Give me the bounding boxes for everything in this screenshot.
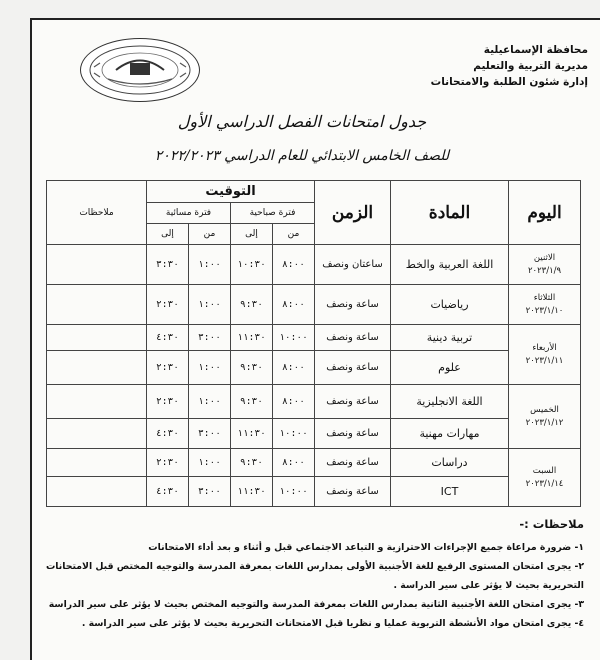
subject-cell: اللغة الانجليزية <box>391 385 509 419</box>
morning-to-cell: ٩:٣٠ <box>231 385 273 419</box>
subject-cell: ICT <box>391 477 509 507</box>
duration-cell: ساعتان ونصف <box>315 245 391 285</box>
exam-schedule-table <box>46 180 581 507</box>
table-row <box>47 285 581 325</box>
header-morning: فترة صباحية <box>231 203 315 224</box>
evening-to-cell: ٢:٣٠ <box>147 351 189 385</box>
day-cell: السبت ٢٠٢٣/١/١٤ <box>509 449 581 507</box>
morning-to-cell: ٩:٣٠ <box>231 285 273 325</box>
notes-cell <box>47 449 147 477</box>
morning-to-cell: ٩:٣٠ <box>231 351 273 385</box>
evening-to-cell: ٤:٣٠ <box>147 477 189 507</box>
morning-from-cell: ٨:٠٠ <box>273 449 315 477</box>
notes-cell <box>47 477 147 507</box>
duration-cell: ساعة ونصف <box>315 419 391 449</box>
list-item: التحريرية بحيث لا يؤثر على سير الدراسة . <box>393 580 584 591</box>
ministry-emblem-icon <box>80 38 200 102</box>
evening-from-cell: ٣:٠٠ <box>189 477 231 507</box>
schedule-subtitle: للصف الخامس الابتدائي للعام الدراسي ٢٠٢٢/٢٠٢٣ <box>154 148 450 164</box>
header-evening-from: من <box>189 224 231 245</box>
subject-cell: تربية دينية <box>391 325 509 351</box>
organization-header <box>388 42 588 90</box>
header-subject: المادة <box>391 181 509 245</box>
evening-to-cell: ٣:٣٠ <box>147 245 189 285</box>
morning-from-cell: ٨:٠٠ <box>273 245 315 285</box>
subject-cell: مهارات مهنية <box>391 419 509 449</box>
evening-to-cell: ٢:٣٠ <box>147 449 189 477</box>
header-morning-to: إلى <box>231 224 273 245</box>
day-cell: الاثنين ٢٠٢٣/١/٩ <box>509 245 581 285</box>
evening-from-cell: ١:٠٠ <box>189 285 231 325</box>
table-row <box>47 325 581 351</box>
header-evening-to: إلى <box>147 224 189 245</box>
table-row <box>47 477 581 507</box>
list-item: ٣- يجرى امتحان اللغة الأجنبية الثانية بمدارس اللغات بمعرفة المدرسة والتوجيه المختص بحيث لا يؤثر على سير الدراسة <box>48 599 584 610</box>
day-cell: الثلاثاء ٢٠٢٣/١/١٠ <box>509 285 581 325</box>
morning-from-cell: ١٠:٠٠ <box>273 325 315 351</box>
notes-cell <box>47 245 147 285</box>
duration-cell: ساعة ونصف <box>315 477 391 507</box>
table-row <box>47 351 581 385</box>
duration-cell: ساعة ونصف <box>315 285 391 325</box>
list-item: ١- ضرورة مراعاة جميع الإجراءات الاحترازية و التباعد الاجتماعي قبل و أثناء و بعد أداء الامتحانات <box>148 542 584 553</box>
duration-cell: ساعة ونصف <box>315 449 391 477</box>
notes-cell <box>47 325 147 351</box>
table-row <box>47 385 581 419</box>
org-department: إدارة شئون الطلبة والامتحانات <box>430 76 588 88</box>
morning-to-cell: ١١:٣٠ <box>231 419 273 449</box>
table-row <box>47 419 581 449</box>
evening-from-cell: ١:٠٠ <box>189 245 231 285</box>
subject-cell: اللغة العربية والخط <box>391 245 509 285</box>
subject-cell: علوم <box>391 351 509 385</box>
subject-cell: دراسات <box>391 449 509 477</box>
evening-to-cell: ٤:٣٠ <box>147 419 189 449</box>
morning-from-cell: ١٠:٠٠ <box>273 477 315 507</box>
notes-list <box>34 538 584 633</box>
morning-from-cell: ٨:٠٠ <box>273 351 315 385</box>
day-cell: الأربعاء ٢٠٢٣/١/١١ <box>509 325 581 385</box>
morning-to-cell: ١١:٣٠ <box>231 477 273 507</box>
notes-cell <box>47 385 147 419</box>
table-row <box>47 245 581 285</box>
evening-from-cell: ١:٠٠ <box>189 351 231 385</box>
notes-heading: ملاحظات :- <box>519 517 584 531</box>
evening-from-cell: ٣:٠٠ <box>189 325 231 351</box>
morning-from-cell: ٨:٠٠ <box>273 285 315 325</box>
day-cell: الخميس ٢٠٢٣/١/١٢ <box>509 385 581 449</box>
notes-cell <box>47 419 147 449</box>
evening-from-cell: ١:٠٠ <box>189 385 231 419</box>
org-directorate: مديرية التربية والتعليم <box>473 60 588 72</box>
evening-to-cell: ٤:٣٠ <box>147 325 189 351</box>
header-timing: التوقيت <box>147 181 315 203</box>
evening-from-cell: ٣:٠٠ <box>189 419 231 449</box>
evening-to-cell: ٢:٣٠ <box>147 385 189 419</box>
morning-from-cell: ٨:٠٠ <box>273 385 315 419</box>
duration-cell: ساعة ونصف <box>315 385 391 419</box>
schedule-title: جدول امتحانات الفصل الدراسي الأول <box>177 112 427 131</box>
duration-cell: ساعة ونصف <box>315 351 391 385</box>
exam-schedule-sheet <box>30 18 600 660</box>
morning-from-cell: ١٠:٠٠ <box>273 419 315 449</box>
notes-cell <box>47 285 147 325</box>
header-duration: الزمن <box>315 181 391 245</box>
header-morning-from: من <box>273 224 315 245</box>
subject-cell: رياضيات <box>391 285 509 325</box>
evening-to-cell: ٢:٣٠ <box>147 285 189 325</box>
header-evening: فترة مسائية <box>147 203 231 224</box>
list-item: ٤- يجرى امتحان مواد الأنشطة التربوية عمليا و نظريا قبل الامتحانات التحريرية بحيث لا يؤثر على سير الدراسة . <box>81 618 584 629</box>
list-item: ٢- يجرى امتحان المستوى الرفيع للغة الأجنبية الأولى بمدارس اللغات بمعرفة المدرسة والتوجيه المختص قبل الامتحانات <box>45 561 584 572</box>
morning-to-cell: ١١:٣٠ <box>231 325 273 351</box>
header-day: اليوم <box>509 181 581 245</box>
duration-cell: ساعة ونصف <box>315 325 391 351</box>
morning-to-cell: ٩:٣٠ <box>231 449 273 477</box>
header-notes: ملاحظات <box>47 181 147 245</box>
evening-from-cell: ١:٠٠ <box>189 449 231 477</box>
org-governorate: محافظة الإسماعيلية <box>483 44 588 56</box>
table-row <box>47 449 581 477</box>
morning-to-cell: ١٠:٣٠ <box>231 245 273 285</box>
notes-cell <box>47 351 147 385</box>
